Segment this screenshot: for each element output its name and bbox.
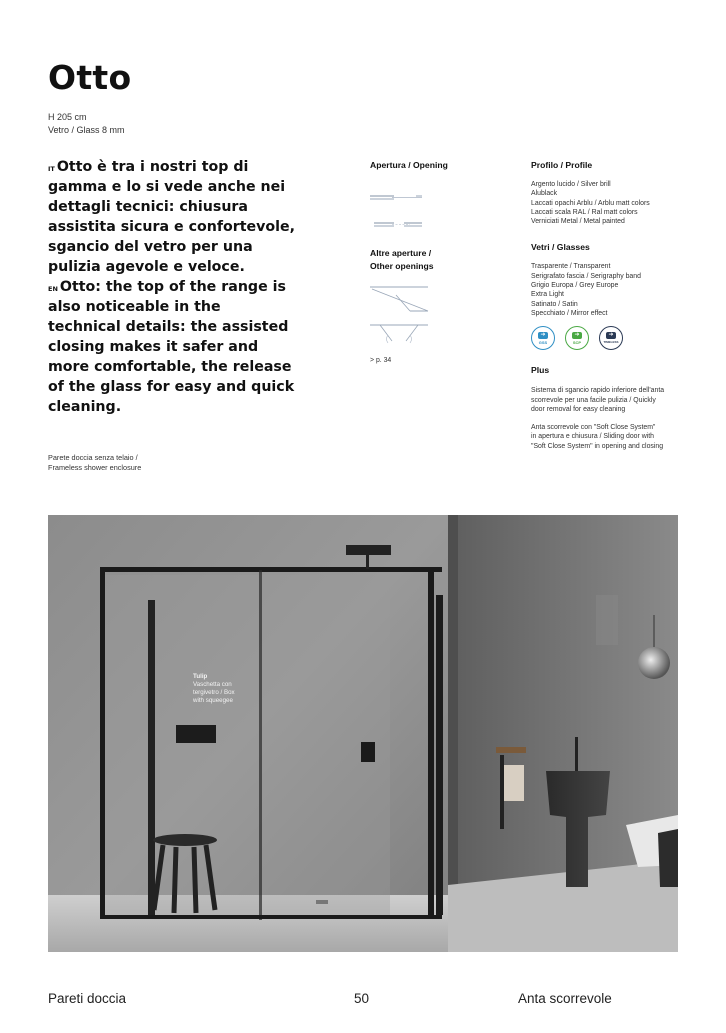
profile-item: Alublack bbox=[531, 190, 558, 198]
profile-item: Argento lucido / Silver brill bbox=[531, 181, 611, 188]
opening-heading: Apertura / Opening bbox=[370, 160, 448, 170]
profile-list bbox=[531, 180, 691, 226]
plus-line: door removal for easy cleaning bbox=[531, 405, 626, 413]
plus-line: "Soft Close System" in opening and closing bbox=[531, 442, 664, 450]
tulip-line: tergivetro / Box bbox=[193, 689, 235, 696]
lang-tag-en: EN bbox=[48, 285, 58, 293]
intro-en: Otto: the top of the range is also noticeable in the technical details: the assisted closing makes it safer and more comfortable, the release of the glass for easy and quick cleaning. bbox=[48, 279, 295, 415]
tulip-line: Vaschetta con bbox=[193, 681, 232, 688]
footer-category: Anta scorrevole bbox=[518, 991, 612, 1006]
timeless-badge-icon: ➜ TIMELESS bbox=[599, 326, 623, 350]
glass-item: Serigrafato fascia / Serigraphy band bbox=[531, 272, 641, 280]
glass-item: Extra Light bbox=[531, 291, 564, 299]
plus-line: scorrevole per una facile pulizia / Quickly bbox=[531, 396, 656, 404]
intro-it: Otto è tra i nostri top di gamma e lo si vede anche nei dettagli tecnici: chiusura assistita sicura e confortevole, sgancio del vetro per una pulizia agevole e veloce. bbox=[48, 159, 296, 275]
page-number: 50 bbox=[354, 991, 370, 1006]
glass-item: Satinato / Satin bbox=[531, 300, 578, 308]
glass-spec: Vetro / Glass 8 mm bbox=[48, 125, 125, 135]
glasses-heading: Vetri / Glasses bbox=[531, 242, 590, 253]
other-openings-line: Other openings bbox=[370, 261, 434, 271]
caption-line: Frameless shower enclosure bbox=[48, 463, 142, 472]
height-spec: H 205 cm bbox=[48, 112, 87, 122]
plus-line: Anta scorrevole con "Soft Close System" bbox=[531, 424, 656, 432]
tulip-title: Tulip bbox=[193, 673, 208, 680]
badge-label: SCP bbox=[572, 339, 582, 345]
plus-line: in apertura e chiusura / Sliding door with bbox=[531, 433, 654, 441]
glass-item: Specchiato / Mirror effect bbox=[531, 309, 608, 317]
badge-label: GSS bbox=[538, 339, 548, 345]
glass-item: Trasparente / Transparent bbox=[531, 263, 611, 271]
caption bbox=[48, 453, 208, 473]
profile-item: Laccati opachi Arblu / Arblu matt colors bbox=[531, 199, 650, 207]
lang-tag-it: IT bbox=[48, 165, 55, 173]
gss-badge-icon: ➜ GSS bbox=[531, 326, 555, 350]
product-photo bbox=[48, 515, 678, 952]
other-openings-diagram bbox=[370, 281, 434, 351]
tulip-label bbox=[193, 673, 253, 705]
caption-line: Parete doccia senza telaio / bbox=[48, 453, 138, 462]
page-title: Otto bbox=[48, 58, 132, 97]
other-openings-line: Altre aperture / bbox=[370, 248, 432, 258]
tulip-line: with squeegee bbox=[193, 697, 233, 704]
profile-heading: Profilo / Profile bbox=[531, 160, 593, 170]
specs-column bbox=[531, 159, 691, 451]
profile-item: Laccati scala RAL / Ral matt colors bbox=[531, 208, 638, 216]
glasses-list bbox=[531, 262, 691, 318]
plus-paragraph bbox=[531, 423, 691, 451]
badge-label: TIMELESS bbox=[603, 339, 619, 344]
plus-line: Sistema di sgancio rapido inferiore dell'anta bbox=[531, 387, 665, 395]
plus-paragraph bbox=[531, 386, 691, 414]
opening-diagram bbox=[370, 184, 430, 234]
profile-item: Verniciati Metal / Metal painted bbox=[531, 218, 625, 226]
opening-column bbox=[370, 159, 500, 365]
feature-badges bbox=[531, 326, 691, 350]
scp-badge-icon: ➜ SCP bbox=[565, 326, 589, 350]
shower-enclosure-illustration bbox=[48, 515, 678, 952]
intro-text bbox=[48, 157, 298, 417]
glass-item: Grigio Europa / Grey Europe bbox=[531, 282, 619, 290]
footer-section: Pareti doccia bbox=[48, 991, 127, 1006]
plus-heading: Plus bbox=[531, 365, 550, 376]
other-openings-heading bbox=[370, 247, 500, 273]
page-reference: > p. 34 bbox=[370, 357, 392, 364]
